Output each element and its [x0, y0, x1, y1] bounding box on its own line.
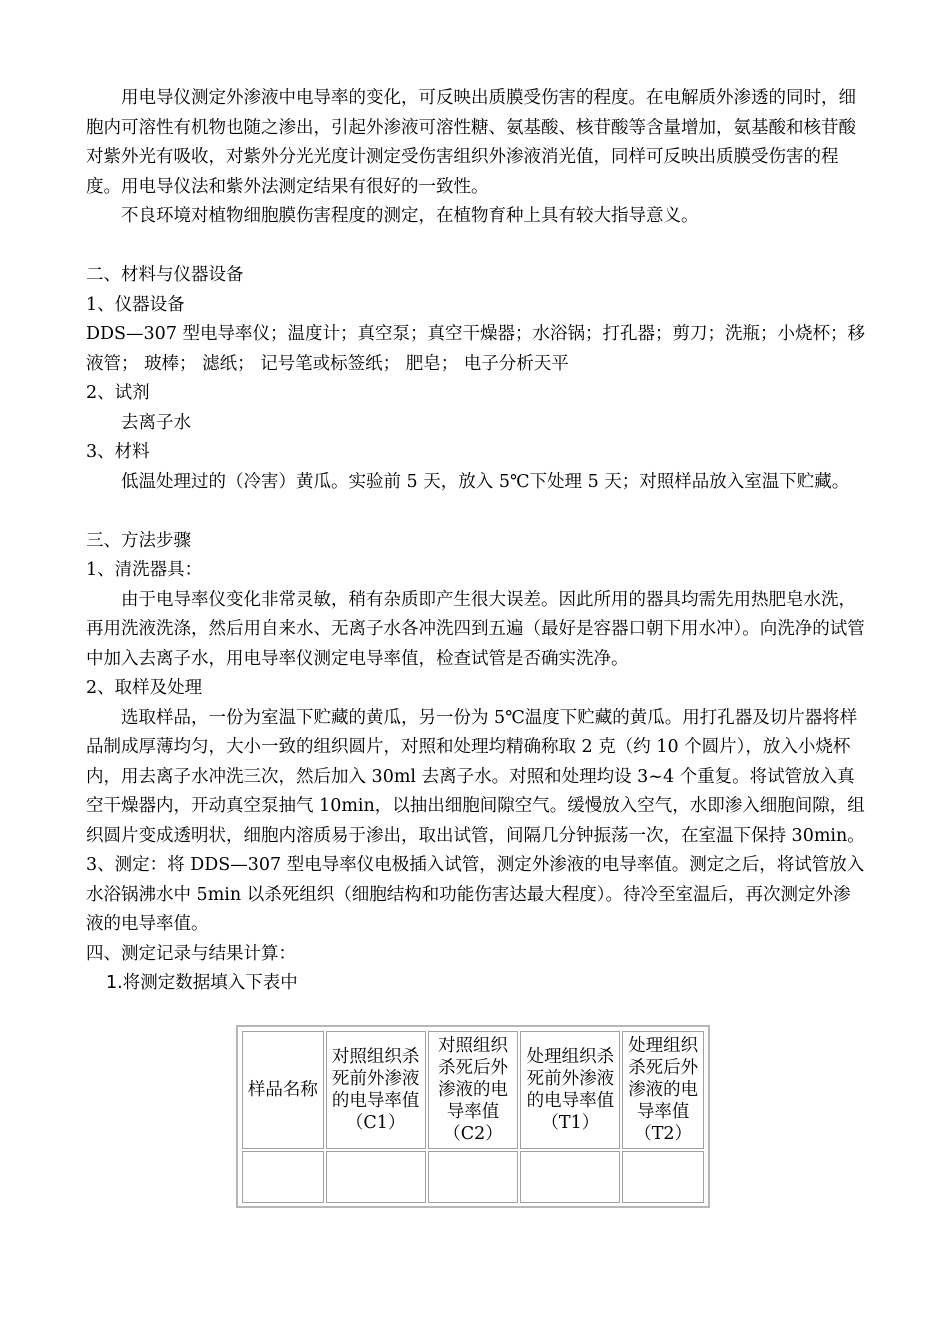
header-t2: 处理组织杀死后外渗液的电导率值（T2）: [622, 1031, 704, 1149]
material-body: 低温处理过的（冷害）黄瓜。实验前 5 天，放入 5℃下处理 5 天；对照样品放入室温下贮藏。: [121, 471, 850, 492]
cleaning-title: 1、清洗器具：: [86, 560, 203, 580]
table-row: [242, 1151, 704, 1203]
reagent-body: 去离子水: [121, 412, 191, 433]
table-cell[interactable]: [326, 1151, 426, 1203]
data-table-frame: [236, 1025, 710, 1208]
intro-paragraph-1: 用电导仪测定外渗液中电导率的变化，可反映出质膜受伤害的程度。在电解质外渗透的同时，细胞内可溶性有机物也随之渗出，引起外渗液可溶性糖、氨基酸、核苷酸等含量增加，氨基酸和核苷酸对紫外光有吸收，对紫外分光光度计测定受伤害组织外渗液消光值，同样可反映出质膜受伤害的程度。用电导仪法和紫外法测定结果有很好的一致性。: [86, 88, 856, 197]
table-cell[interactable]: [622, 1151, 704, 1203]
measurement-body: 3、测定：将 DDS—307 型电导率仪电极插入试管，测定外渗液的电导率值。测定之后，将试管放入水浴锅沸水中 5min 以杀死组织（细胞结构和功能伤害达最大程度）。待冷至室温后，再次测定外渗液的电导率值。: [86, 855, 865, 934]
material-title: 3、材料: [86, 442, 150, 462]
blank-line: [86, 497, 866, 527]
header-c1: 对照组织杀死前外渗液的电导率值（C1）: [326, 1031, 426, 1149]
reagent-title: 2、试剂: [86, 383, 150, 403]
header-c2: 对照组织杀死后外渗液的电导率值（C2）: [428, 1031, 519, 1149]
table-header-row: [242, 1031, 704, 1149]
sampling-title: 2、取样及处理: [86, 678, 203, 698]
blank-line: [86, 232, 866, 262]
list-item: [86, 969, 866, 999]
section-4-heading: 四、测定记录与结果计算：: [86, 943, 296, 964]
table-cell[interactable]: [520, 1151, 620, 1203]
sampling-body: 选取样品，一份为室温下贮藏的黄瓜，另一份为 5℃温度下贮藏的黄瓜。用打孔器及切片器将样品制成厚薄均匀，大小一致的组织圆片，对照和处理均精确称取 2 克（约 10 个圆片），放入小烧杯内，用去离子水冲洗三次，然后加入 30ml 去离子水。对照和处理均设 3~4 个重复。将试管放入真空干燥器内，开动真空泵抽气 10min，以抽出细胞间隙空气。缓慢放入空气，水即渗入细胞间隙，组织圆片变成透明状，细胞内溶质易于渗出，取出试管，间隔几分钟振荡一次，在室温下保持 30min。: [86, 707, 865, 846]
equipment-title: 1、仪器设备: [86, 294, 185, 315]
header-sample-name: 样品名称: [242, 1031, 324, 1149]
section-3-heading: 三、方法步骤: [86, 530, 191, 551]
equipment-list: DDS—307 型电导率仪；温度计；真空泵；真空干燥器；水浴锅；打孔器；剪刀；洗瓶；小烧杯；移液管； 玻棒； 滤纸； 记号笔或标签纸； 肥皂； 电子分析天平: [86, 324, 866, 374]
header-t1: 处理组织杀死前外渗液的电导率值（T1）: [520, 1031, 620, 1149]
table-cell[interactable]: [242, 1151, 324, 1203]
list-item-number: 1.: [106, 973, 123, 993]
cleaning-body: 由于电导率仪变化非常灵敏，稍有杂质即产生很大误差。因此所用的器具均需先用热肥皂水洗，再用洗液洗涤，然后用自来水、无离子水各冲洗四到五遍（最好是容器口朝下用水冲）。向洗净的试管中加入去离子水，用电导率仪测定电导率值，检查试管是否确实洗净。: [86, 589, 865, 669]
section-2-heading: 二、材料与仪器设备: [86, 265, 244, 285]
list-item-text: 将测定数据填入下表中: [122, 973, 298, 993]
table-cell[interactable]: [428, 1151, 519, 1203]
document-page: [86, 84, 866, 999]
data-table: [240, 1029, 706, 1205]
intro-paragraph-2: 不良环境对植物细胞膜伤害程度的测定，在植物育种上具有较大指导意义。: [121, 206, 699, 226]
